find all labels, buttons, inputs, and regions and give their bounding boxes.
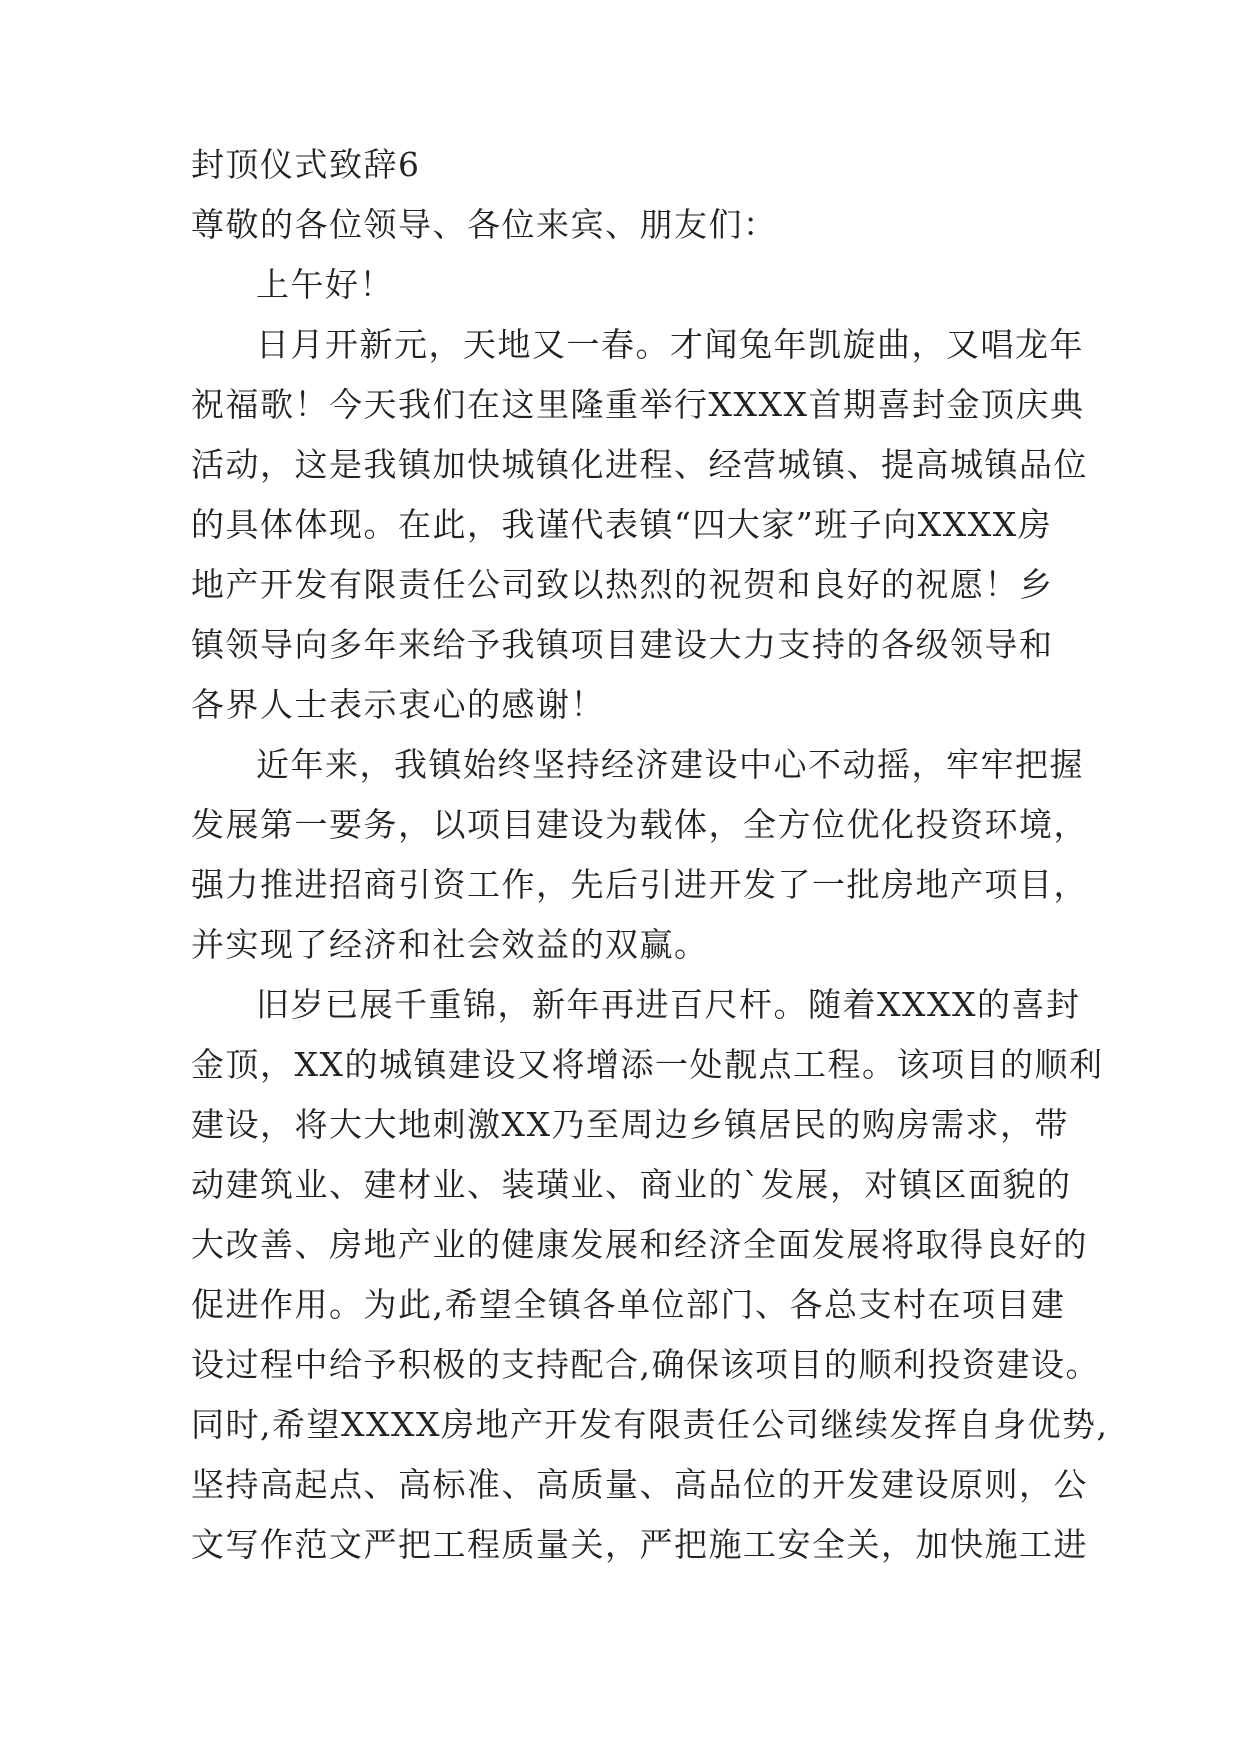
greeting: 上午好！: [256, 265, 394, 304]
paragraph-line: 祝福歌！今天我们在这里隆重举行XXXX首期喜封金顶庆典: [191, 385, 1085, 424]
paragraph-line: 强力推进招商引资工作，先后引进开发了一批房地产项目，: [191, 865, 1088, 904]
paragraph-line: 同时,希望XXXX房地产开发有限责任公司继续发挥自身优势,: [191, 1405, 1109, 1444]
paragraph-line: 的具体体现。在此，我谨代表镇“四大家”班子向XXXX房: [191, 505, 1053, 544]
paragraph-line: 日月开新元，天地又一春。才闻兔年凯旋曲，又唱龙年: [256, 325, 1084, 364]
paragraph-line: 活动，这是我镇加快城镇化进程、经营城镇、提高城镇品位: [191, 445, 1088, 484]
paragraph-line: 旧岁已展千重锦，新年再进百尺杆。随着XXXX的喜封: [256, 985, 1081, 1024]
document-title: 封顶仪式致辞6: [191, 145, 421, 184]
salutation: 尊敬的各位领导、各位来宾、朋友们：: [191, 205, 778, 244]
paragraph-line: 并实现了经济和社会效益的双赢。: [191, 925, 709, 964]
paragraph-line: 镇领导向多年来给予我镇项目建设大力支持的各级领导和: [191, 625, 1054, 664]
paragraph-line: 各界人士表示衷心的感谢！: [191, 685, 605, 724]
paragraph-line: 地产开发有限责任公司致以热烈的祝贺和良好的祝愿！乡: [191, 565, 1054, 604]
paragraph-line: 建设，将大大地刺激XX乃至周边乡镇居民的购房需求，带: [191, 1105, 1069, 1144]
paragraph-line: 大改善、房地产业的健康发展和经济全面发展将取得良好的: [191, 1225, 1088, 1264]
paragraph-line: 发展第一要务，以项目建设为载体，全方位优化投资环境，: [191, 805, 1088, 844]
paragraph-line: 动建筑业、建材业、装璜业、商业的`发展，对镇区面貌的: [191, 1165, 1072, 1204]
paragraph-line: 近年来，我镇始终坚持经济建设中心不动摇，牢牢把握: [256, 745, 1084, 784]
paragraph-line: 金顶，XX的城镇建设又将增添一处靓点工程。该项目的顺利: [191, 1045, 1104, 1084]
paragraph-line: 设过程中给予积极的支持配合,确保该项目的顺利投资建设。: [191, 1345, 1100, 1384]
paragraph-line: 促进作用。为此,希望全镇各单位部门、各总支村在项目建: [191, 1285, 1066, 1324]
paragraph-line: 坚持高起点、高标准、高质量、高品位的开发建设原则，公: [191, 1465, 1088, 1504]
paragraph-line: 文写作范文严把工程质量关，严把施工安全关，加快施工进: [191, 1525, 1088, 1564]
